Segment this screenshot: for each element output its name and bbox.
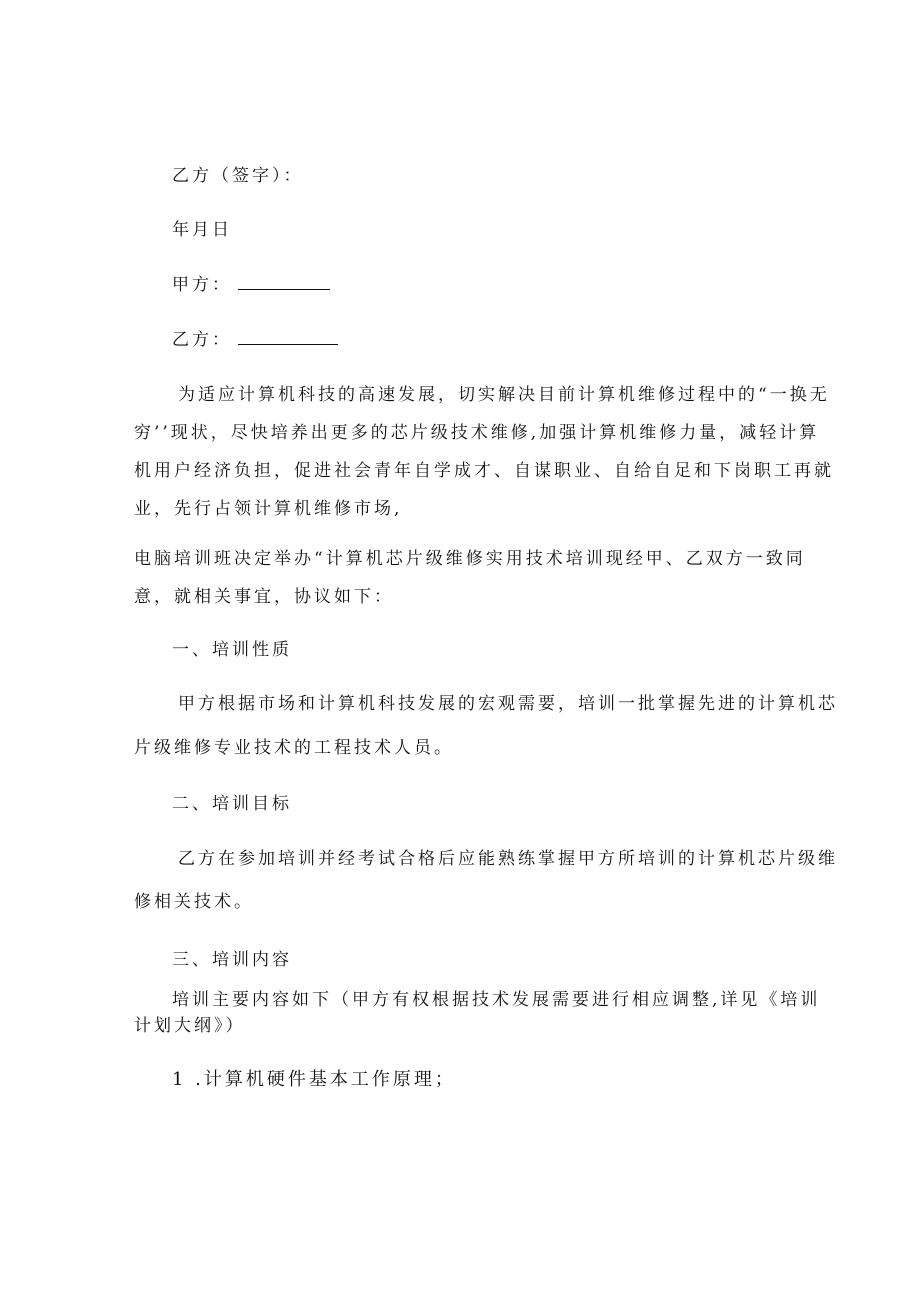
intro-line: 穷’’现状，尽快培养出更多的芯片级技术维修,加强计算机维修力量，减轻计算 <box>134 423 820 443</box>
section-heading-nature: 一、培训性质 <box>172 640 292 660</box>
intro-line: 机用户经济负担，促进社会青年自学成才、自谋职业、自给自足和下岗职工再就 <box>134 461 834 481</box>
party-b-row <box>172 328 338 352</box>
party-b-blank-line <box>238 328 338 345</box>
party-a-blank-line <box>238 273 330 290</box>
list-item: 1 .计算机硬件基本工作原理； <box>172 1069 456 1090</box>
date-label: 年月日 <box>172 220 232 240</box>
section-body-line: 计划大纲》） <box>134 1016 246 1036</box>
section-body-line: 乙方在参加培训并经考试合格后应能熟练掌握甲方所培训的计算机芯片级维 <box>178 849 838 869</box>
party-b-signature-label: 乙方（签字）： <box>172 166 304 186</box>
section-body-line: 修相关技术。 <box>134 892 254 912</box>
section-body-line: 片级维修专业技术的工程技术人员。 <box>134 738 454 758</box>
party-a-label: 甲方： <box>172 275 232 295</box>
intro-line: 意，就相关事宜，协议如下： <box>134 587 394 607</box>
intro-line: 电脑培训班决定举办“计算机芯片级维修实用技术培训现经甲、乙双方一致同 <box>134 549 806 569</box>
party-a-row <box>172 273 330 297</box>
intro-line: 为适应计算机科技的高速发展，切实解决目前计算机维修过程中的“一换无 <box>178 385 830 405</box>
section-heading-goal: 二、培训目标 <box>172 794 292 814</box>
section-body-line: 培训主要内容如下（甲方有权根据技术发展需要进行相应调整,详见《培训 <box>172 990 821 1010</box>
party-b-label: 乙方： <box>172 330 232 350</box>
section-body-line: 甲方根据市场和计算机科技发展的宏观需要，培训一批掌握先进的计算机芯 <box>178 694 838 714</box>
intro-line: 业，先行占领计算机维修市场, <box>134 499 403 519</box>
section-heading-content: 三、培训内容 <box>172 950 292 970</box>
